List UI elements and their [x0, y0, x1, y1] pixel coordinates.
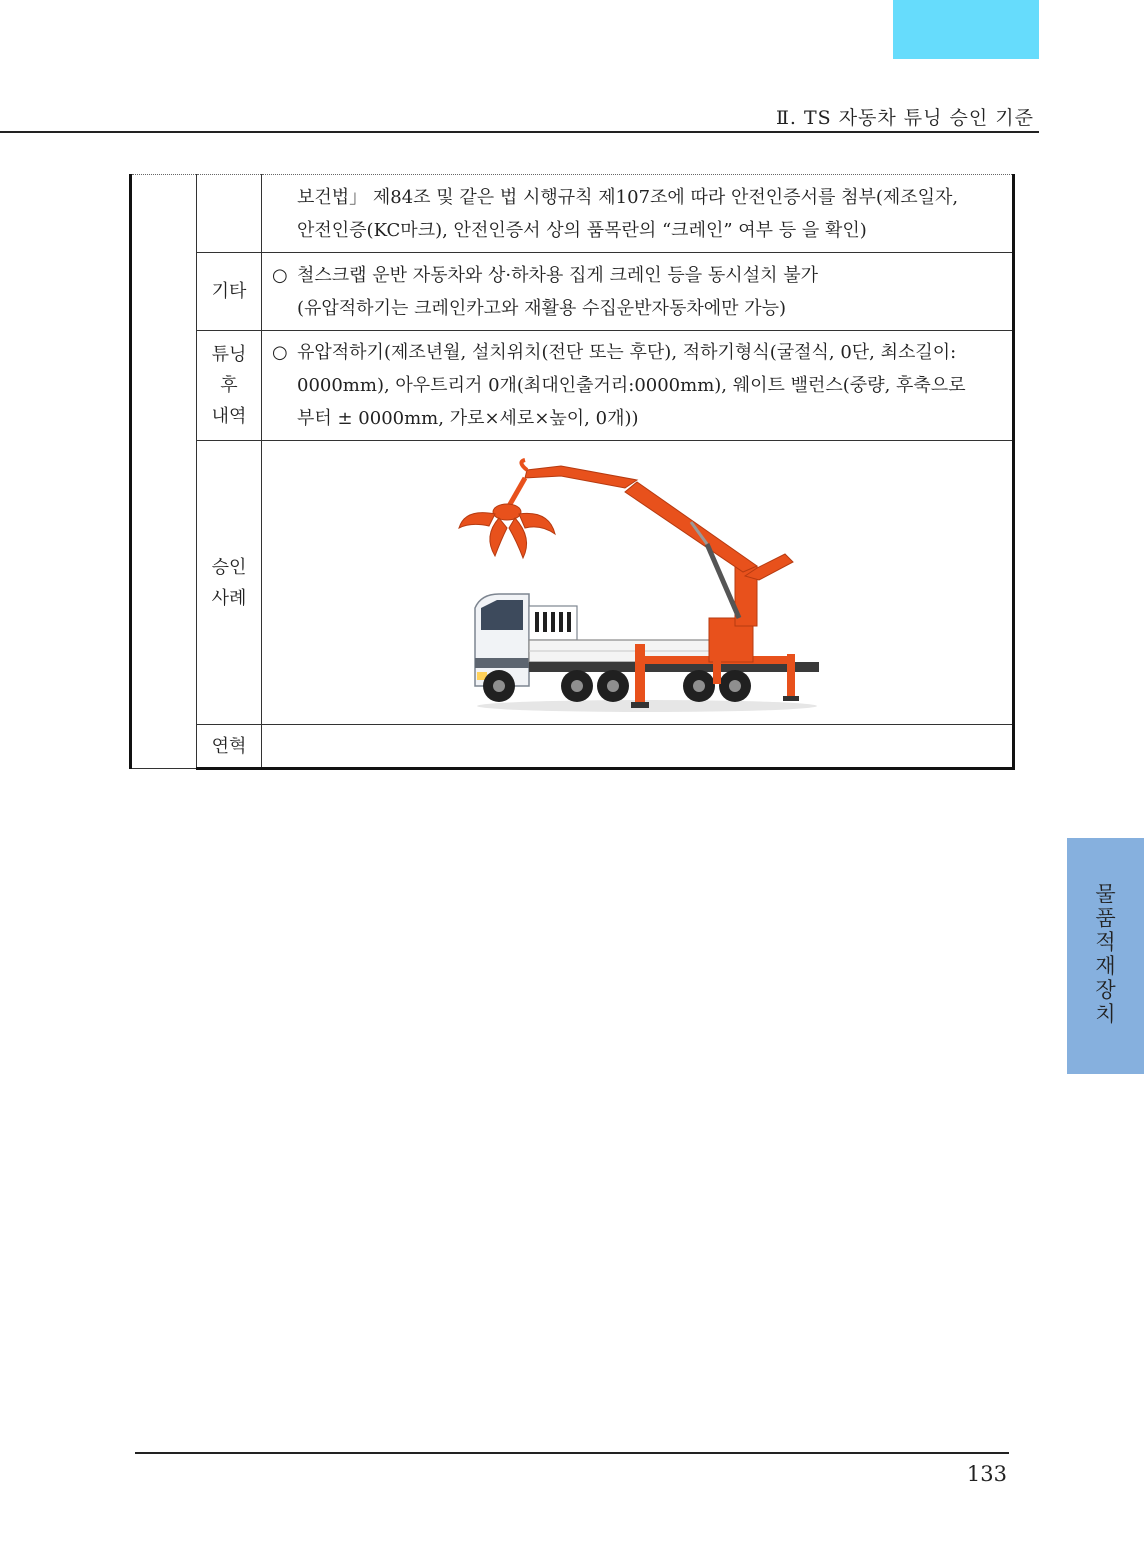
table-row-after-tuning — [131, 331, 1014, 441]
etc-text-cell — [262, 253, 1014, 331]
top-color-tab — [893, 0, 1039, 59]
bullet-circle-icon: ○ — [272, 264, 288, 286]
bullet-circle-icon: ○ — [272, 342, 288, 363]
category-cell — [131, 175, 197, 769]
criteria-table — [129, 174, 1015, 770]
side-section-tab — [1067, 838, 1144, 1074]
after-tuning-line-2: 0000mm), 아우트리거 0개(최대인출거리:0000mm), 웨이트 밸런스(중량, 후축으로 — [297, 375, 966, 396]
table-row-legal — [131, 175, 1014, 253]
approval-case-image-cell — [262, 441, 1014, 725]
legal-text-line-2: 안전인증(KC마크), 안전인증서 상의 품목란의 “크레인” 여부 등 을 확인) — [297, 219, 867, 241]
after-tuning-text-cell — [262, 331, 1014, 441]
after-tuning-label: 튜닝 후 내역 — [197, 331, 262, 441]
legal-text-line-1: 보건법」 제84조 및 같은 법 시행규칙 제107조에 따라 안전인증서를 첨부(제조일자, — [297, 186, 959, 208]
history-label: 연혁 — [197, 725, 262, 769]
table-row-approval-case — [131, 441, 1014, 725]
table-row-etc — [131, 253, 1014, 331]
etc-text-line-2: (유압적하기는 크레인카고와 재활용 수집운반자동차에만 가능) — [297, 297, 787, 319]
side-tab-label: 물 품 적 재 장 치 — [1095, 882, 1116, 1026]
etc-text-line-1: ○ 철스크랩 운반 자동차와 상·하차용 집게 크레인 등을 동시설치 불가 — [272, 259, 1006, 292]
legal-label-cell — [197, 175, 262, 253]
crane-truck-image — [437, 448, 837, 718]
history-value-cell — [262, 725, 1014, 769]
etc-label: 기타 — [197, 253, 262, 331]
approval-case-label: 승인 사례 — [197, 441, 262, 725]
legal-text-cell — [262, 175, 1014, 253]
table-row-history — [131, 725, 1014, 769]
header-divider — [0, 131, 1039, 133]
footer-divider — [135, 1452, 1009, 1454]
after-tuning-line-3: 부터 ± 0000mm, 가로×세로×높이, 0개)) — [297, 408, 639, 429]
after-tuning-line-1: ○ 유압적하기(제조년월, 설치위치(전단 또는 후단), 적하기형식(굴절식, 0단, 최소길이: — [272, 336, 1006, 369]
section-header-title: Ⅱ. TS 자동차 튜닝 승인 기준 — [775, 107, 1034, 129]
page-number: 133 — [966, 1462, 1007, 1486]
